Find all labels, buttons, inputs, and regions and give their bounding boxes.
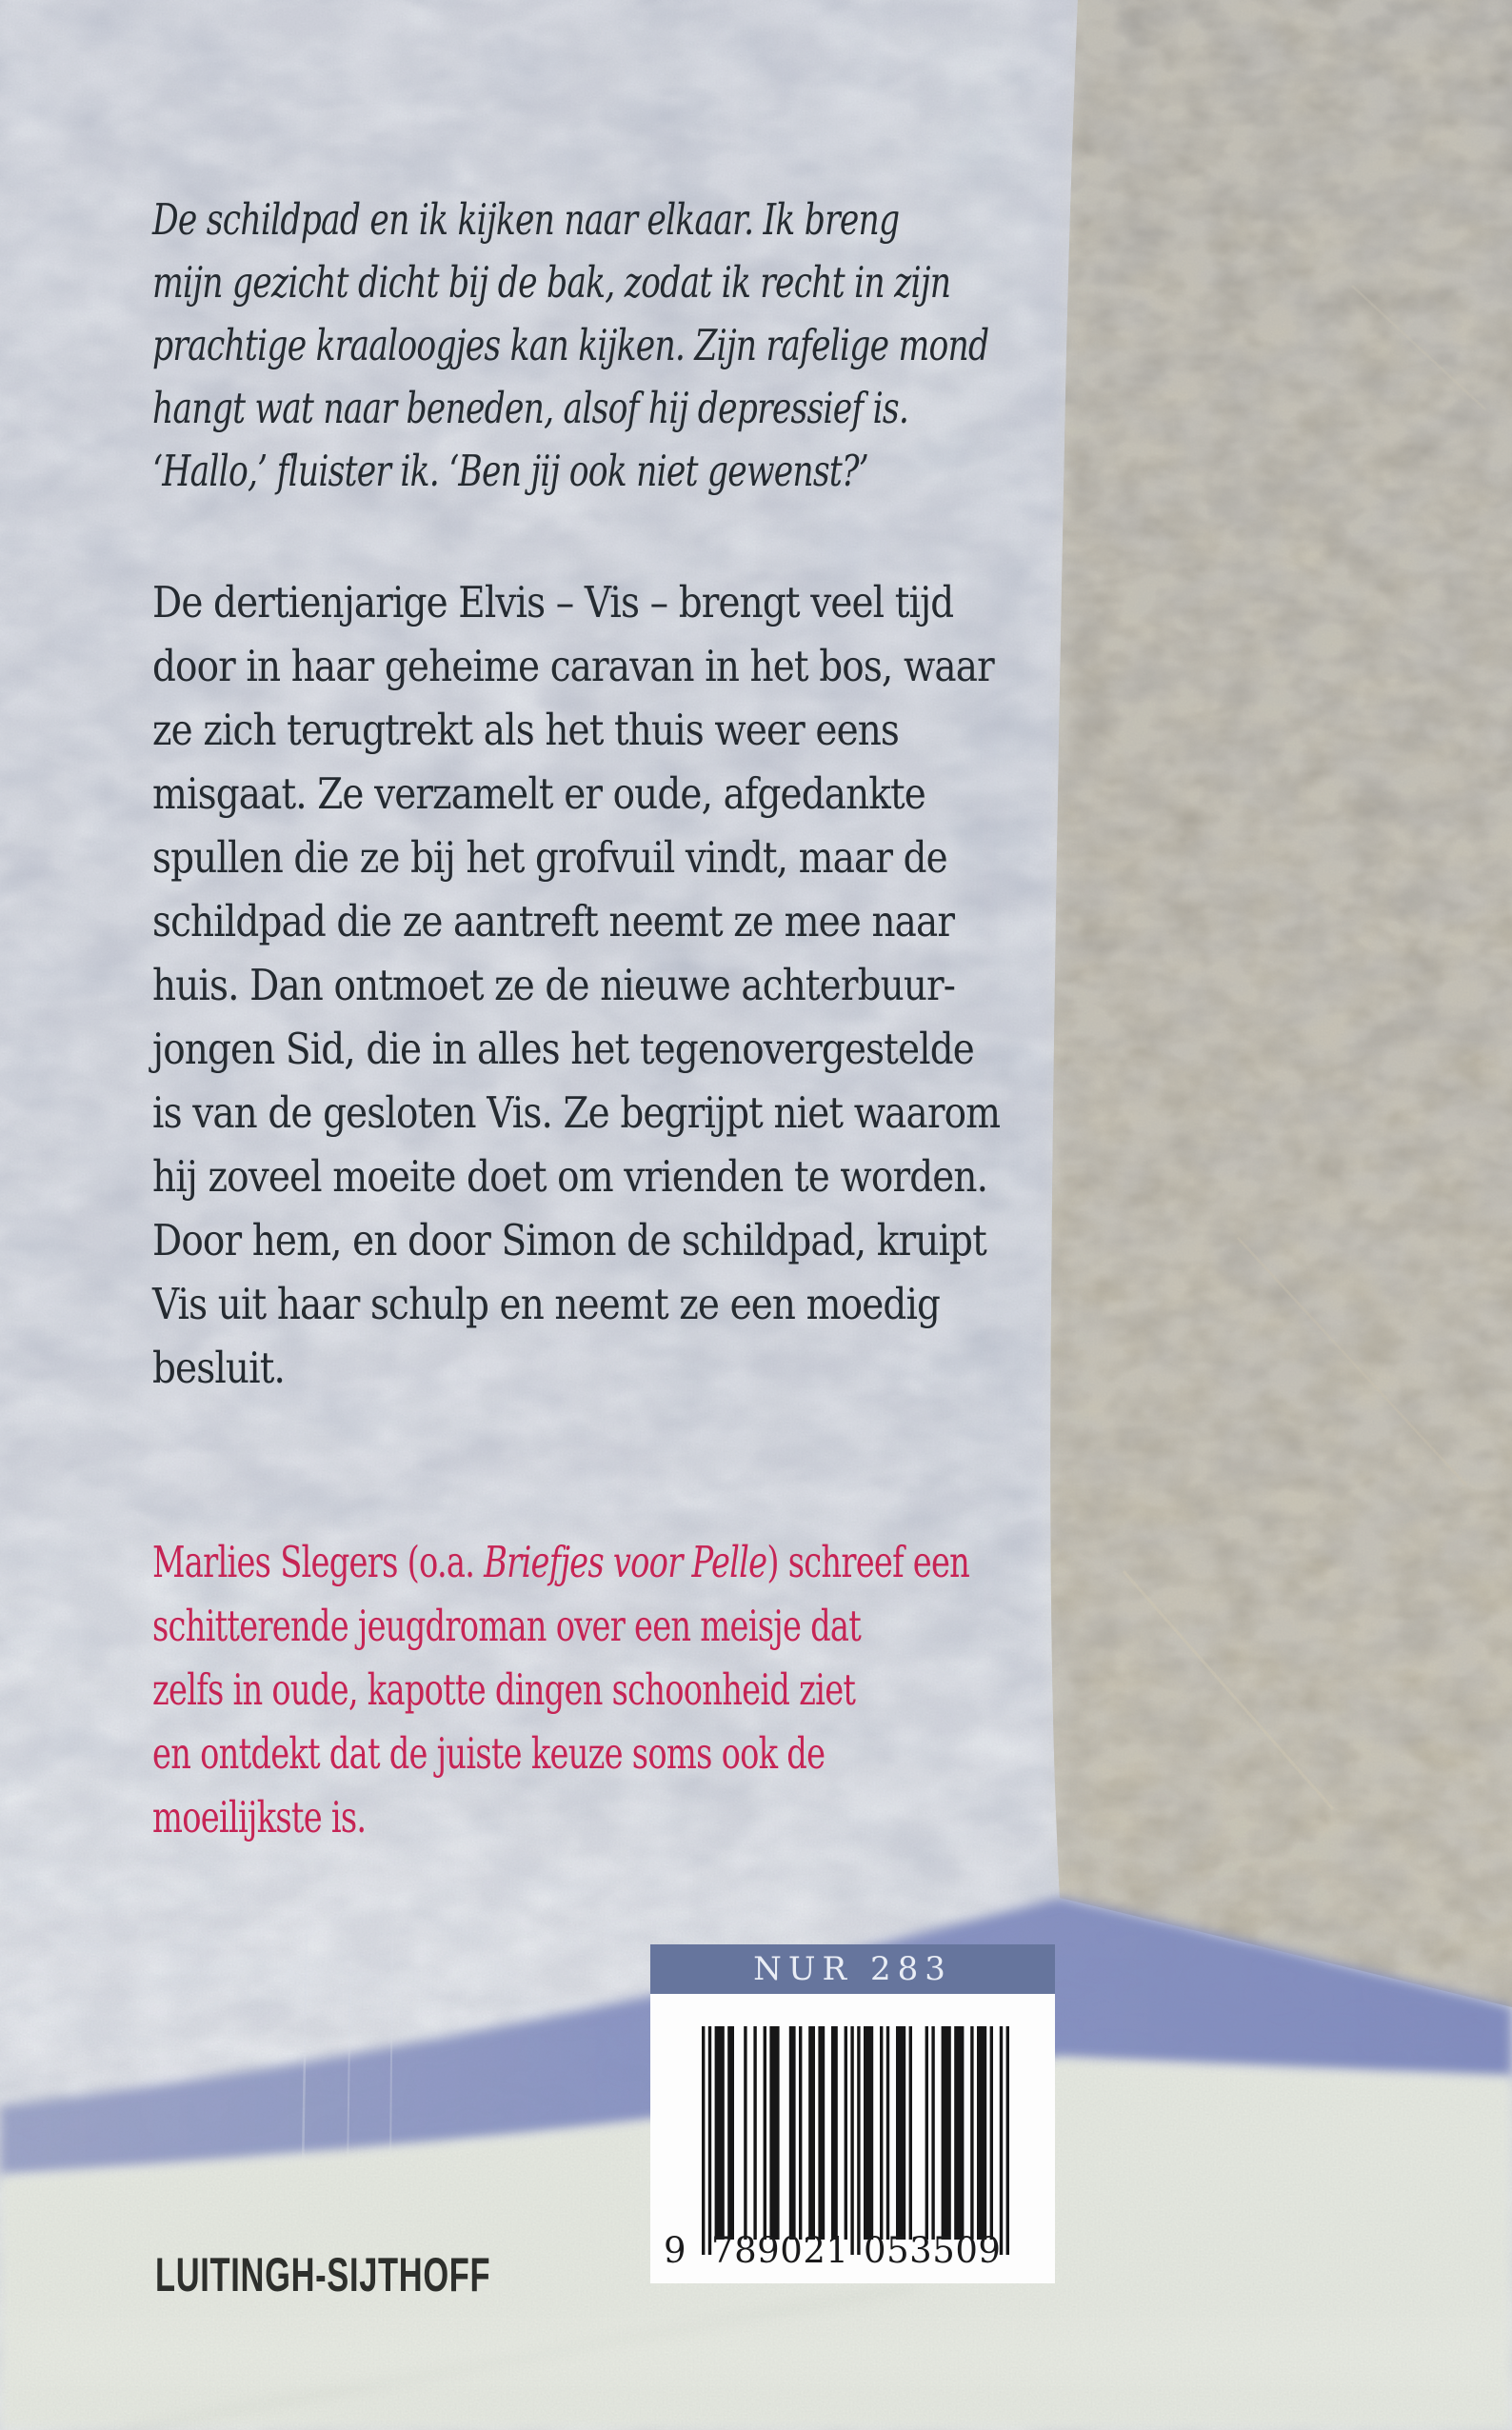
publisher-logo <box>155 2249 490 2301</box>
barcode-bar <box>818 2026 825 2240</box>
author-note-line: zelfs in oude, kapotte dingen schoonheid ziet <box>152 1664 856 1715</box>
barcode-bar <box>702 2026 705 2255</box>
barcode-bar <box>1006 2026 1009 2255</box>
author-note-block <box>152 1530 969 1849</box>
barcode-bar <box>753 2026 756 2240</box>
ean-digit: 0 <box>780 2230 803 2271</box>
synopsis-line: ze zich terugtrekt als het thuis weer eens <box>152 705 900 755</box>
author-note-roman: ) schreef een <box>766 1537 970 1587</box>
barcode-bar <box>977 2026 986 2240</box>
quote-line: prachtige kraaloogjes kan kijken. Zijn rafelige mond <box>152 320 989 370</box>
barcode-bar <box>727 2026 734 2240</box>
ean-digit-group-1 <box>711 2230 848 2271</box>
ean-barcode <box>702 2026 1009 2255</box>
barcode-bar <box>880 2026 883 2240</box>
quote-line: ‘Hallo,’ fluister ik. ‘Ben jij ook niet gewenst?’ <box>152 446 868 496</box>
author-note-line: schitterende jeugdroman over een meisje dat <box>152 1601 862 1651</box>
ean-digit: 9 <box>757 2230 780 2271</box>
quote-line: De schildpad en ik kijken naar elkaar. Ik breng <box>152 194 900 245</box>
barcode-bar <box>1000 2026 1003 2255</box>
author-note-roman: Marlies Slegers (o.a. <box>152 1537 485 1587</box>
author-note-line: en ontdekt dat de juiste keuze soms ook de <box>152 1728 826 1779</box>
barcode-panel <box>650 1944 1055 2283</box>
ean-digit: 0 <box>864 2230 886 2271</box>
barcode-bar <box>845 2026 847 2240</box>
synopsis-line: misgaat. Ze verzamelt er oude, afgedankte <box>152 768 925 819</box>
barcode-bar <box>789 2026 796 2240</box>
barcode-bar <box>857 2026 860 2255</box>
barcode-bar <box>864 2026 873 2240</box>
ean-digit-group-2 <box>864 2230 1001 2271</box>
barcode-bar <box>769 2026 779 2240</box>
ean-digit: 9 <box>978 2230 1001 2271</box>
barcode-bar <box>909 2026 912 2240</box>
barcode-bar <box>896 2026 905 2240</box>
ean-digit: 7 <box>711 2230 734 2271</box>
synopsis-line: hij zoveel moeite doet om vrienden te worden. <box>152 1151 988 1202</box>
quote-line: mijn gezicht dicht bij de bak, zodat ik recht in zijn <box>152 257 951 308</box>
ean-digit: 5 <box>886 2230 909 2271</box>
barcode-bar <box>764 2026 766 2240</box>
nur-bar <box>650 1944 1055 1994</box>
author-note-book-title: Briefjes voor Pelle <box>484 1537 767 1587</box>
synopsis-line: door in haar geheime caravan in het bos, waar <box>152 641 994 691</box>
synopsis-line: jongen Sid, die in alles het tegenovergestelde <box>152 1024 974 1074</box>
ean-first-digit: 9 <box>664 2230 686 2271</box>
synopsis-block <box>152 570 1000 1400</box>
barcode-bar <box>931 2026 934 2240</box>
barcode-bar <box>831 2026 838 2240</box>
ean-digit: 0 <box>955 2230 978 2271</box>
ean-digit: 5 <box>932 2230 955 2271</box>
barcode-bar <box>708 2026 711 2255</box>
barcode-bar <box>925 2026 928 2240</box>
barcode-bar <box>744 2026 746 2240</box>
quote-block <box>152 189 988 503</box>
ean-digit: 3 <box>909 2230 932 2271</box>
barcode-bar <box>990 2026 993 2240</box>
publisher-logo-text: LUITINGH-SIJTHOFF <box>155 2248 491 2301</box>
synopsis-line: huis. Dan ontmoet ze de nieuwe achterbuur- <box>152 960 956 1010</box>
synopsis-line: besluit. <box>152 1343 285 1393</box>
ean-digit: 2 <box>803 2230 826 2271</box>
nur-label: NUR 283 <box>753 1950 952 1988</box>
barcode-bar <box>808 2026 815 2240</box>
author-note-line <box>152 1530 969 1594</box>
barcode-bar <box>954 2026 964 2240</box>
ean-digit: 1 <box>826 2230 848 2271</box>
barcode-bar <box>850 2026 853 2255</box>
synopsis-line: is van de gesloten Vis. Ze begrijpt niet waarom <box>152 1087 1001 1138</box>
barcode-bar <box>799 2026 802 2240</box>
synopsis-line: spullen die ze bij het grofvuil vindt, maar de <box>152 832 947 883</box>
synopsis-line: Door hem, en door Simon de schildpad, kruipt <box>152 1215 986 1265</box>
barcode-bar <box>886 2026 889 2240</box>
synopsis-line: De dertienjarige Elvis – Vis – brengt veel tijd <box>152 577 954 627</box>
barcode-bar <box>970 2026 973 2240</box>
synopsis-line: Vis uit haar schulp en neemt ze een moedig <box>152 1279 941 1329</box>
barcode-bar <box>942 2026 951 2240</box>
barcode-bar <box>715 2026 725 2240</box>
synopsis-line: schildpad die ze aantreft neemt ze mee naar <box>152 896 955 946</box>
quote-line: hangt wat naar beneden, alsof hij depressief is. <box>152 383 909 433</box>
author-note-line: moeilijkste is. <box>152 1792 367 1842</box>
ean-digit: 8 <box>734 2230 757 2271</box>
